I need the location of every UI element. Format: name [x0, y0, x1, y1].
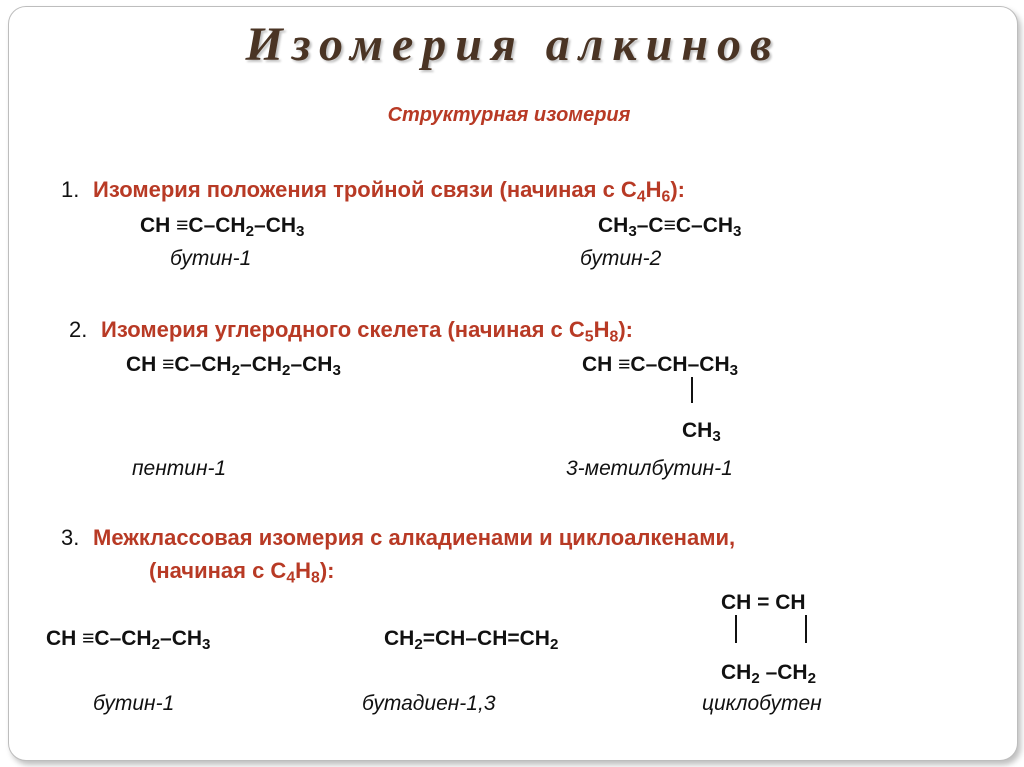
formula-butyne-1-b: CH $\equiv C-CH_2-CH_3$: [46, 627, 211, 654]
branch-bond: [691, 377, 693, 403]
section-3-heading-line2: (начиная с $C_4H_8$):: [149, 558, 335, 587]
formula-cyclobutene-top: CH = CH: [721, 591, 806, 614]
section-3-number: 3.: [61, 525, 80, 550]
slide: [8, 6, 1018, 761]
section-1-heading: Изомерия положения тройной связи (начиная с $C_4H_6$):: [93, 177, 685, 206]
formula-butadiene: $CH_2=CH-CH=CH_2$: [384, 627, 559, 654]
name-butyne-1: бутин-1: [170, 247, 252, 270]
ring-bond-left: [735, 615, 737, 643]
name-butyne-1-b: бутин-1: [93, 692, 175, 715]
name-pentyne-1: пентин-1: [132, 457, 227, 480]
section-2-number: 2.: [69, 317, 88, 342]
name-methylbutyne-1: 3-метилбутин-1: [566, 457, 733, 480]
section-2-heading: Изомерия углеродного скелета (начиная с $C_5H_8$):: [101, 317, 633, 346]
formula-butyne-1: CH $\equiv C-CH_2-CH_3$: [140, 214, 305, 241]
formula-methylbutyne-branch: $CH_3$: [682, 419, 721, 446]
formula-butyne-2: $CH_3-C\equiv C-CH_3$: [598, 214, 742, 241]
section-1-number: 1.: [61, 177, 80, 202]
name-butadiene: бутадиен-1,3: [362, 692, 496, 715]
name-butyne-2: бутин-2: [580, 247, 662, 270]
formula-cyclobutene-bottom: $CH_2$ $-CH_2$: [721, 661, 817, 688]
subtitle: Структурная изомерия: [387, 104, 631, 126]
page-title: Изомерия алкинов: [245, 18, 781, 71]
formula-pentyne-1: CH $\equiv C-CH_2-CH_2-CH_3$: [126, 353, 341, 380]
formula-methylbutyne-chain: CH $\equiv C-CH-CH_3$: [582, 353, 739, 380]
name-cyclobutene: циклобутен: [702, 692, 822, 715]
section-3-heading-line1: Межклассовая изомерия с алкадиенами и циклоалкенами,: [93, 525, 736, 550]
ring-bond-right: [805, 615, 807, 643]
